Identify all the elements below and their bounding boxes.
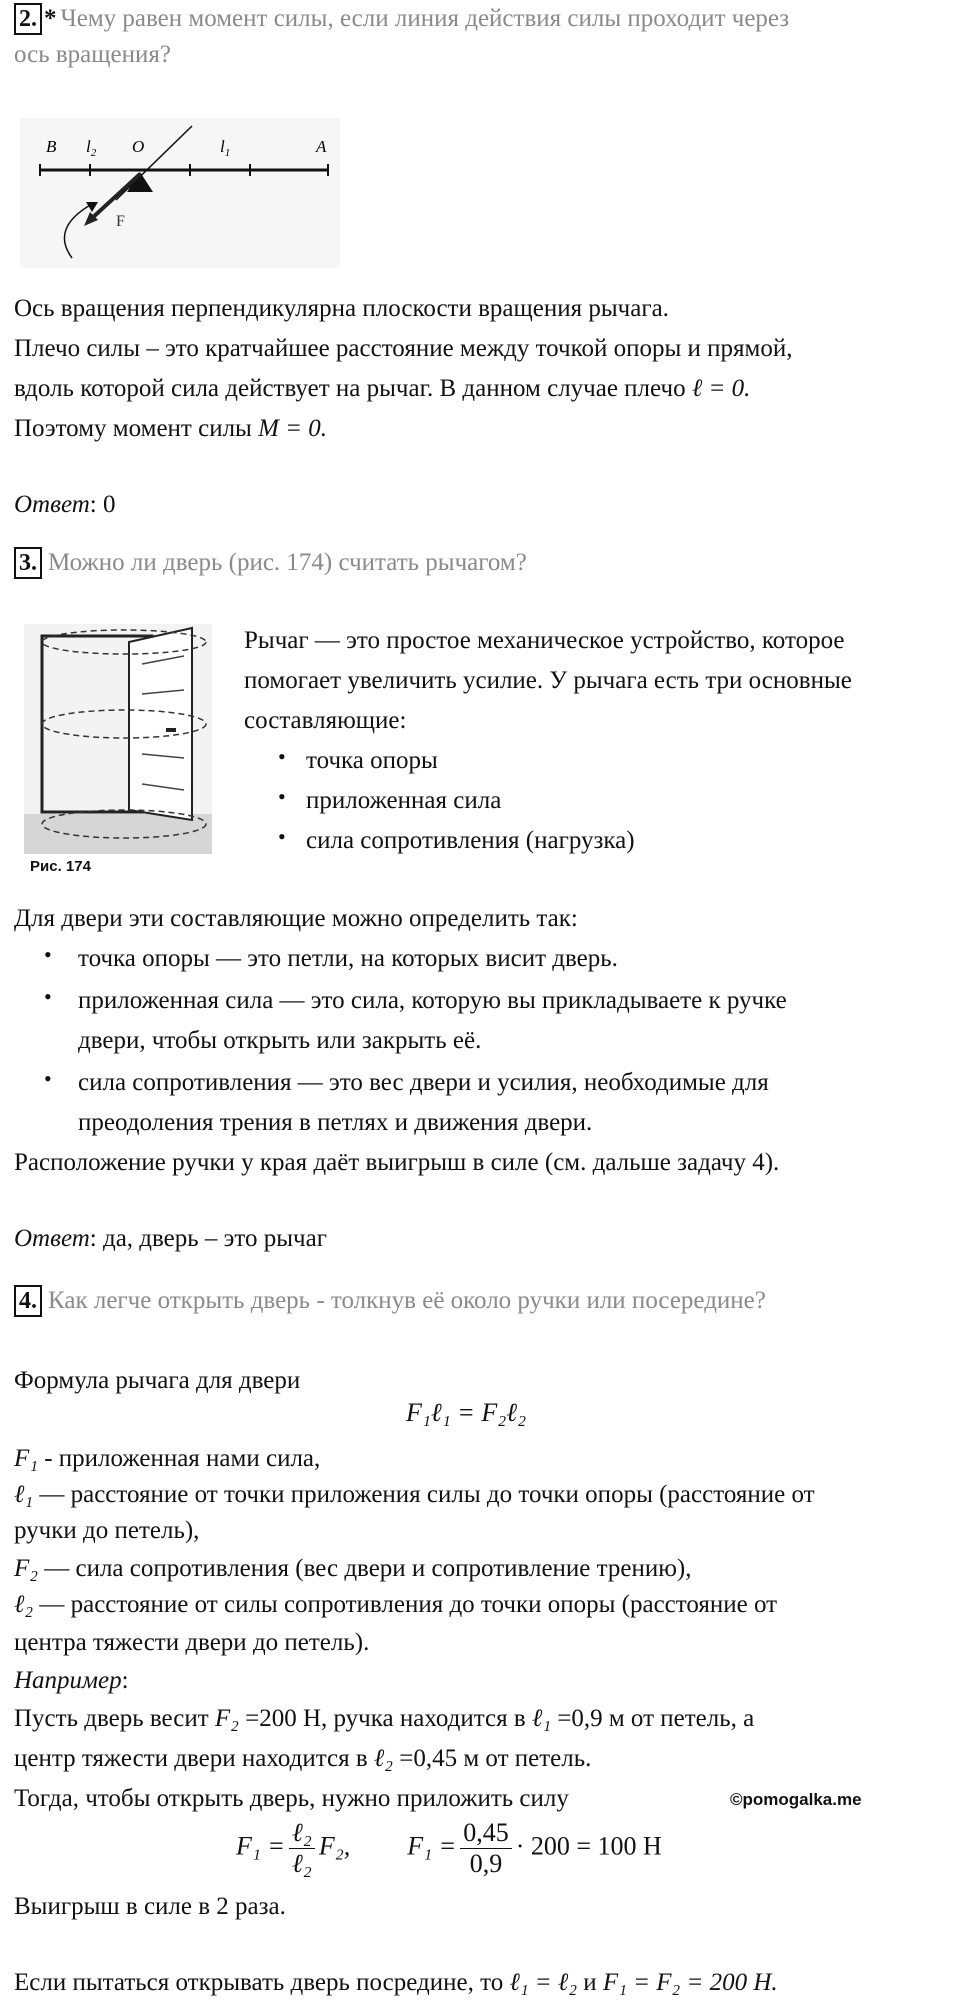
q2-text-line4-pre: Поэтому момент силы [14,415,259,442]
ex-line2-a: центр тяжести двери находится в [14,1745,374,1772]
ex-line1-sym2: ℓ₁ [531,1705,552,1732]
q4-formula-title: Формула рычага для двери [14,1367,301,1394]
list-item: сила сопротивления (нагрузка) [306,827,635,854]
q4-example-line2 [14,1742,591,1776]
middle-and: и [577,1969,603,1996]
door-figure-caption: Рис. 174 [30,858,91,875]
q4-gain: Выигрыш в силе в 2 раза. [14,1893,286,1920]
list-item-continuation: преодоления трения в петлях и движения двери. [78,1109,593,1136]
label-f: F [116,213,125,230]
list-item: приложенная сила — это сила, которую вы прикладываете к ручке [78,987,787,1014]
q3-answer-label: Ответ [14,1225,90,1252]
q2-answer-value: : 0 [89,491,116,518]
label-o: O [132,137,145,156]
ex-line1-sym1: F₂ [214,1705,239,1732]
label-a: A [316,137,327,156]
formula2-fraction [460,1818,512,1879]
ex-line1-a: Пусть дверь весит [14,1705,215,1732]
q2-question-text: Чему равен момент силы, если линия действия силы проходит через [60,5,790,32]
bullet-icon: • [278,784,286,809]
q3-door-intro: Для двери эти составляющие можно определить так: [14,905,578,932]
q3-intro-line1: Рычаг — это простое механическое устройство, которое [244,627,845,654]
formula1-fraction [289,1818,315,1879]
q3-answer [14,1222,327,1256]
lever-formula: F₁ℓ₁ = F₂ℓ₂ [406,1398,527,1427]
q2-text-line2: Плечо силы – это кратчайшее расстояние между точкой опоры и прямой, [14,335,793,362]
q2-text-line1: Ось вращения перпендикулярна плоскости вращения рычага. [14,295,669,322]
q3-answer-value: : да, дверь – это рычаг [89,1225,327,1252]
def4-symbol: ℓ₂ [14,1591,34,1618]
bullet-icon: • [278,824,286,849]
list-item: точка опоры — это петли, на которых висит дверь. [78,945,618,972]
q2-question-line2: ось вращения? [14,41,171,68]
list-item: приложенная сила [306,787,502,814]
q4-question-text: Как легче открыть дверь - толкнув её около ручки или посередине? [48,1287,766,1314]
def4-text: — расстояние от силы сопротивления до точки опоры (расстояние от [33,1591,778,1618]
def3-text: — сила сопротивления (вес двери и сопротивление трению), [37,1555,692,1582]
formula1-lhs: F₁ = [236,1831,285,1861]
bullet-icon: • [44,1066,52,1091]
middle-pre: Если пытаться открывать дверь посредине, то [14,1969,510,1996]
lever-figure [20,118,340,268]
label-l1: $l_1$ [220,137,231,159]
door-figure [24,624,212,854]
q3-question-text: Можно ли дверь (рис. 174) считать рычагом? [48,549,527,576]
q2-text-line3-pre: вдоль которой сила действует на рычаг. В данном случае плечо [14,375,692,402]
formula2-rhs: · 200 = 100 Н [515,1831,662,1861]
list-item-continuation: двери, чтобы открыть или закрыть её. [78,1027,482,1054]
formula1-rhs: F₂, [318,1831,351,1861]
q4-def4 [14,1588,777,1622]
def1-symbol: F₁ [14,1445,38,1472]
def2-symbol: ℓ₁ [14,1481,34,1508]
q4-def2-line2: ручки до петель), [14,1517,200,1544]
example-label: Например [14,1667,122,1694]
formula1-numerator: ℓ₂ [289,1818,315,1849]
list-item: точка опоры [306,747,438,774]
q2-star: * [44,5,57,32]
q4-example-line1 [14,1702,754,1736]
formula1-denominator: ℓ₂ [291,1849,312,1878]
door-handle-icon [166,728,176,732]
formula2-lhs: F₁ = [407,1831,457,1861]
q4-example-line3: Тогда, чтобы открыть дверь, нужно приложить силу [14,1785,569,1812]
watermark: ©pomogalka.me [730,1790,862,1809]
formula2-denominator: 0,9 [469,1849,503,1878]
q2-number: 2. [14,3,42,35]
middle-math1: ℓ₁ = ℓ₂ [509,1969,578,1996]
q4-def1 [14,1442,320,1476]
force-formula [236,1818,662,1879]
q2-answer [14,488,115,522]
q3-intro-line2: помогает увеличить усилие. У рычага есть три основные [244,667,852,694]
label-l2: $l_2$ [86,137,97,159]
def1-text: - приложенная нами сила, [37,1445,321,1472]
q2-answer-label: Ответ [14,491,90,518]
bullet-icon: • [278,744,286,769]
q3-intro-line3: составляющие: [244,707,407,734]
ex-line1-c: =0,9 м от петель, а [551,1705,755,1732]
label-b: B [46,137,57,156]
def2-text: — расстояние от точки приложения силы до точки опоры (расстояние от [33,1481,815,1508]
def3-symbol: F₂ [14,1555,38,1582]
q4-def2 [14,1478,815,1512]
q2-math-l: ℓ = 0. [691,375,751,402]
q2-question-line1 [14,2,789,36]
bullet-icon: • [44,984,52,1009]
q4-number: 4. [14,1285,42,1317]
q3-question [14,546,527,580]
q2-text-line3 [14,372,750,406]
example-colon: : [121,1667,129,1694]
ex-line1-b: =200 Н, ручка находится в [238,1705,532,1732]
q4-middle [14,1966,778,2000]
q4-def4-line2: центра тяжести двери до петель). [14,1629,370,1656]
q4-def3 [14,1552,691,1586]
list-item: сила сопротивления — это вес двери и усилия, необходимые для [78,1069,769,1096]
q2-text-line4 [14,412,327,446]
middle-math2: F₁ = F₂ = 200 Н. [602,1969,778,1996]
q3-number: 3. [14,547,42,579]
bullet-icon: • [44,942,52,967]
ex-line2-b: =0,45 м от петель. [393,1745,592,1772]
q4-question [14,1284,766,1318]
q2-math-m: M = 0. [258,415,328,442]
ex-line2-sym: ℓ₂ [373,1745,393,1772]
q3-conclusion: Расположение ручки у края даёт выигрыш в силе (см. дальше задачу 4). [14,1149,780,1176]
formula2-numerator: 0,45 [460,1818,512,1849]
q4-example-heading [14,1664,129,1698]
